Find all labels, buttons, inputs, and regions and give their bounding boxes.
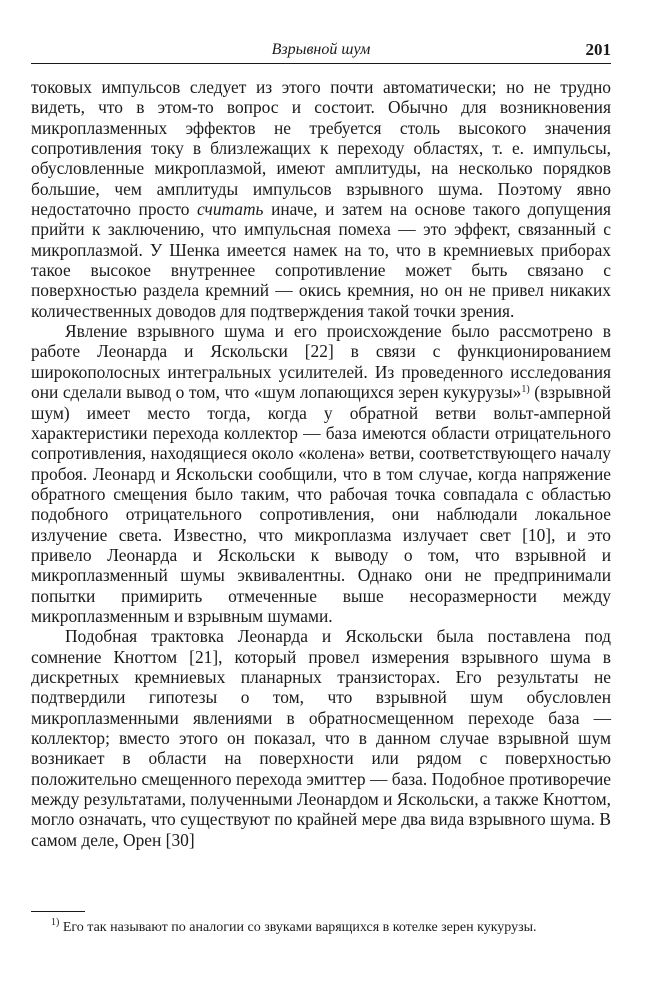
emphasis-word: считать xyxy=(197,199,264,220)
paragraph-2-text-a: Явление взрывного шума и его происхождение было рассмотрено в работе Леонарда и Яскольски [22] в связи с функционированием широкополосных интегральных усилителей. Из проведенного исследования они сделали вывод о том, что «шум лопающихся зерен кукурузы» xyxy=(31,321,611,403)
body-text xyxy=(31,77,611,850)
footnote-text: Его так называют по аналогии со звуками варящихся в котелке зерен кукурузы. xyxy=(59,920,537,935)
footnote-rule xyxy=(31,911,85,912)
footnote-reference: 1) xyxy=(521,384,530,396)
paragraph-1-text-a: токовых импульсов следует из этого почти автоматически; но не трудно видеть, что в этом-то вопрос и состоит. Обычно для возникновения микроплазменных эффектов не требуется столь высокого значения сопротивления току в близлежащих к переходу областях, т. е. импульсы, обусловленные микроплазмой, имеют амплитуды, на несколько порядков большие, чем амплитуды импульсов взрывного шума. Поэтому явно недостаточно просто xyxy=(31,77,611,220)
footnote xyxy=(31,918,611,937)
footnote-marker: 1) xyxy=(51,917,60,928)
running-head xyxy=(31,40,611,64)
paragraph-2-text-b: (взрывной шум) имеет место тогда, когда у обратной ветви вольт-амперной характеристики перехода коллектор — база имеются области отрицательного сопротивления, находящиеся около «колена» ветви, соответствующего началу пробоя. Леонард и Яскольски сообщили, что в том случае, когда напряжение обратного смещения было таким, что рабочая точка совпадала с областью подобного отрицательного сопротивления, они наблюдали локальное излучение света. Известно, что микроплазма излучает свет [10], и это привело Леонарда и Яскольски к выводу о том, что взрывной и микроплазменный шумы эквивалентны. Однако они не предпринимали попытки примирить отмеченные выше несоразмерности между микроплазменным и взрывным шумами. xyxy=(31,382,611,626)
paragraph-1-text-b: иначе, и затем на основе такого допущения прийти к заключению, что импульсная помеха — это эффект, связанный с микроплазмой. У Шенка имеется намек на то, что в кремниевых приборах такое высокое внутреннее сопротивление может быть связано с поверхностью раздела кремний — окись кремния, но он не привел никаких количественных доводов для подтверждения такой точки зрения. xyxy=(31,199,612,321)
paragraph-1 xyxy=(31,77,611,321)
page-number: 201 xyxy=(585,40,611,59)
paragraph-2 xyxy=(31,321,611,626)
header-rule xyxy=(31,63,611,64)
running-head-title: Взрывной шум xyxy=(271,41,371,58)
paragraph-3: Подобная трактовка Леонарда и Яскольски была поставлена под сомнение Кноттом [21], который провел измерения взрывного шума в дискретных кремниевых планарных транзисторах. Его результаты не подтвердили гипотезы о том, что взрывной шум обусловлен микроплазменными явлениями в обратносмещенном переходе база — коллектор; вместо этого он показал, что в данном случае взрывной шум возникает в области на поверхности или рядом с поверхностью положительно смещенного перехода эмиттер — база. Подобное противоречие между результатами, полученными Леонардом и Яскольски, а также Кноттом, могло означать, что существуют по крайней мере два вида взрывного шума. В самом деле, Орен [30] xyxy=(31,626,611,850)
